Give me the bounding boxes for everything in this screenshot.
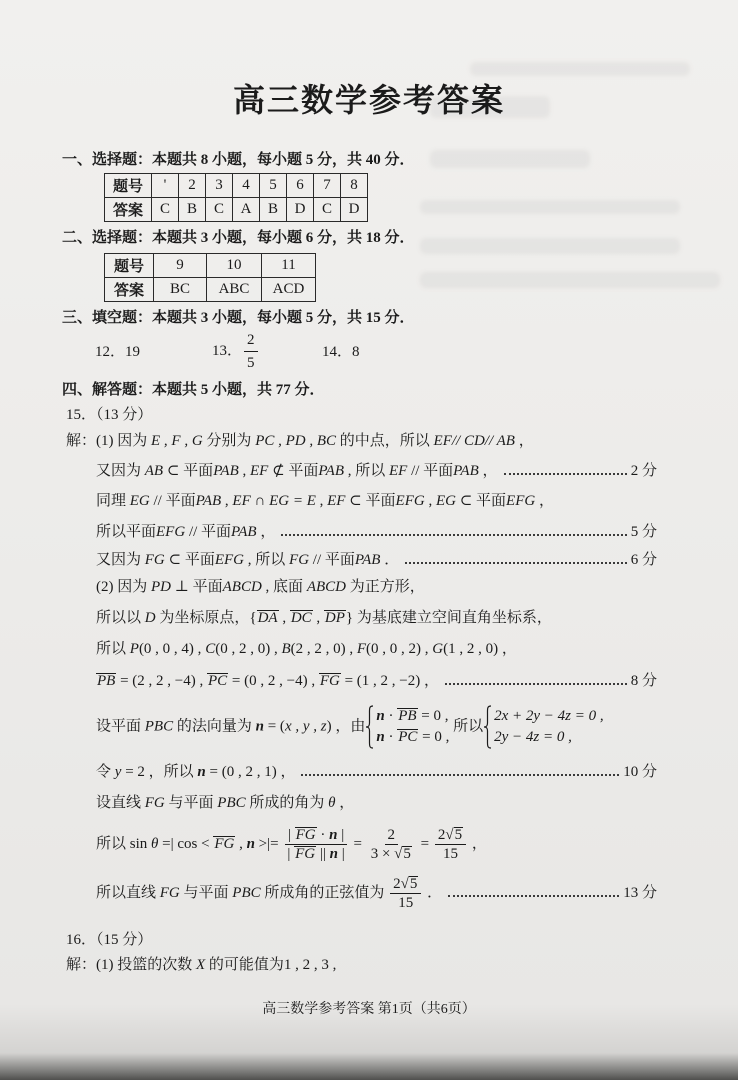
solution-text: 解：(1) 因为 xyxy=(66,433,151,449)
math-variable: EF xyxy=(389,463,408,479)
solution-text: ， xyxy=(535,493,554,509)
solution-text: , xyxy=(315,493,328,509)
equation-rows xyxy=(376,706,449,748)
fraction-numerator: 2 xyxy=(385,826,399,845)
equals-sign: = xyxy=(349,835,366,852)
solution-text: 为坐标原点，{ xyxy=(155,610,257,626)
section-heading-2: 二、选择题：本题共 3 小题，每小题 6 分，共 18 分． xyxy=(62,230,415,246)
solution-text: ， xyxy=(335,795,355,811)
solution-text: 平面 xyxy=(183,463,214,479)
show-through-shadow xyxy=(420,272,720,288)
answer-cell: ACD xyxy=(262,278,316,302)
solution-text: 平面 xyxy=(365,493,396,509)
vector-notation: FG xyxy=(295,827,316,843)
vector-notation: DA xyxy=(257,610,278,626)
solution-text: 解：(1) 投篮的次数 xyxy=(66,957,196,973)
fill-answer-13 xyxy=(212,329,260,374)
math-variable: EG xyxy=(129,493,150,509)
equals-sign: = xyxy=(416,835,433,852)
math-variable: PBC xyxy=(144,718,174,735)
solution-text: , xyxy=(238,463,250,479)
math-variable: EFG xyxy=(395,493,425,509)
score-mark: 10 分 xyxy=(623,764,657,780)
question-number: ' xyxy=(152,174,179,198)
solution-text: 又因为 xyxy=(96,552,145,568)
normal-vector-symbol: n xyxy=(329,827,338,843)
solution-text: = (0 , 2 , −4) , xyxy=(228,673,319,689)
solution-text: · xyxy=(384,729,398,745)
solution-text: | xyxy=(287,846,295,862)
normal-vector-symbol: n xyxy=(329,846,338,862)
q15-line-4 xyxy=(96,522,657,542)
question-number: 7 xyxy=(314,174,341,198)
math-variable: ABCD xyxy=(306,579,346,595)
fraction-denominator: 15 xyxy=(442,846,458,862)
solution-text: , xyxy=(312,610,324,626)
math-variable: F xyxy=(356,641,367,657)
q15-line-1 xyxy=(66,431,534,451)
radicand: 5 xyxy=(454,827,463,843)
solution-text: | xyxy=(337,846,345,862)
equation-row xyxy=(376,706,449,727)
solution-text: , xyxy=(278,610,290,626)
q15-line-7 xyxy=(96,608,552,628)
solution-text: ) ，由 xyxy=(326,718,366,735)
solution-text: // 平面 xyxy=(309,552,355,568)
solution-text: (0 , 0 , 4) , xyxy=(138,641,206,657)
solution-text: (0 , 2 , 0) , xyxy=(215,641,282,657)
math-variable: EG ⊂ xyxy=(435,493,477,509)
question-15-header: 15．（13 分） xyxy=(66,407,153,423)
fraction xyxy=(435,826,466,863)
solution-text: // 平面 xyxy=(149,493,196,509)
solution-text: , xyxy=(424,493,436,509)
solution-text: 与平面 xyxy=(179,884,233,901)
solution-text: 所以 xyxy=(449,718,484,735)
q15-line-6 xyxy=(96,577,425,597)
answer-cell: C xyxy=(314,198,341,222)
solution-text: 平面 xyxy=(288,463,319,479)
question-number: 5 xyxy=(260,174,287,198)
math-variable: θ xyxy=(151,835,159,852)
show-through-shadow xyxy=(470,62,690,76)
q15-line-9 xyxy=(96,671,657,691)
answer-cell: D xyxy=(341,198,368,222)
fraction-numerator: 2 xyxy=(244,329,258,352)
q15-line-5 xyxy=(96,550,657,570)
section-heading-3: 三、填空题：本题共 3 小题，每小题 5 分，共 15 分． xyxy=(62,310,415,326)
solution-text: = ( xyxy=(263,718,285,735)
fraction-numerator xyxy=(390,875,421,894)
solution-text: , 所以 xyxy=(244,552,290,568)
solution-text: 设平面 xyxy=(96,718,145,735)
solution-text: 的中点，所以 xyxy=(336,433,434,449)
solution-text: 所以直线 xyxy=(96,884,160,901)
equation-row: 2y − 4z = 0 , xyxy=(494,729,572,745)
solution-text: 所成的角为 xyxy=(245,795,329,811)
math-variable: B xyxy=(281,641,291,657)
vector-notation: DC xyxy=(290,610,312,626)
solution-text: 设直线 xyxy=(96,795,145,811)
math-variable: EF ∩ EG = E xyxy=(232,493,316,509)
q15-line-11 xyxy=(96,762,657,782)
vector-notation: DP xyxy=(324,610,345,626)
equation-row xyxy=(376,727,449,748)
solution-text: // 平面 xyxy=(185,524,232,540)
answer-cell: ABC xyxy=(207,278,262,302)
solution-text: 所以 xyxy=(96,641,130,657)
solution-text: (2 , 2 , 0) , xyxy=(290,641,357,657)
vector-notation: PC xyxy=(398,729,418,745)
score-mark: 6 分 xyxy=(630,552,657,568)
q15-line-10 xyxy=(96,705,604,749)
question-number: 11 xyxy=(262,254,316,278)
solution-text: 3 × √ xyxy=(370,846,403,862)
row-label: 答案 xyxy=(105,198,152,222)
fill-answer-12 xyxy=(95,342,140,362)
solution-text: 又因为 xyxy=(96,463,145,479)
math-variable: EF// CD// AB xyxy=(433,433,515,449)
math-variable: PAB xyxy=(231,524,257,540)
line-content xyxy=(96,875,442,912)
solution-text: // 平面 xyxy=(407,463,454,479)
solution-text: 平面 xyxy=(192,579,223,595)
item-answer: 8 xyxy=(352,344,360,360)
solution-text: ． xyxy=(423,884,443,901)
choice-answer-table-2 xyxy=(104,253,316,302)
vector-notation: FG xyxy=(319,673,340,689)
answer-row xyxy=(105,198,368,222)
item-number: 12． xyxy=(95,344,126,360)
solution-text: · xyxy=(384,708,398,724)
page-footer: 高三数学参考答案 第1页（共6页） xyxy=(262,1002,476,1017)
solution-text: } 为基底建立空间直角坐标系， xyxy=(345,610,552,626)
show-through-shadow xyxy=(420,200,680,214)
math-variable: PAB xyxy=(354,552,381,568)
math-variable: AB ⊂ xyxy=(144,463,184,479)
solution-text: >|= xyxy=(254,835,283,852)
score-mark: 2 分 xyxy=(630,463,657,479)
solution-text: | xyxy=(287,827,295,843)
line-content xyxy=(96,671,439,691)
q15-line-8 xyxy=(96,639,517,659)
solution-text: 令 xyxy=(96,764,115,780)
normal-vector-symbol: n xyxy=(376,729,385,745)
math-variable: FG ⊂ xyxy=(144,552,185,568)
fraction-denominator xyxy=(368,845,415,863)
left-brace xyxy=(365,705,374,749)
question-number-row xyxy=(105,254,316,278)
solution-text: 同理 xyxy=(96,493,130,509)
left-brace xyxy=(483,705,492,749)
answer-cell: C xyxy=(206,198,233,222)
fraction-denominator xyxy=(284,845,347,863)
solution-text: = (1 , 2 , −2) ， xyxy=(340,673,440,689)
solution-text: · xyxy=(316,827,330,843)
math-variable: D xyxy=(144,610,156,626)
math-variable: PAB xyxy=(318,463,344,479)
vector-notation: FG xyxy=(214,835,235,852)
q16-line-1 xyxy=(66,955,336,975)
solution-text: || xyxy=(316,846,330,862)
math-variable: E , F , G xyxy=(151,433,203,449)
math-variable: G xyxy=(432,641,444,657)
score-mark: 8 分 xyxy=(630,673,657,689)
math-variable: EF ⊂ xyxy=(327,493,366,509)
math-variable: FG xyxy=(159,884,180,901)
item-answer: 19 xyxy=(125,344,141,360)
solution-text: 分别为 xyxy=(202,433,256,449)
dot-leader xyxy=(448,895,619,897)
page-title: 高三数学参考答案 xyxy=(232,82,505,118)
math-variable: PAB xyxy=(195,493,222,509)
fraction-numerator xyxy=(435,826,466,845)
q15-line-13 xyxy=(96,826,487,863)
math-variable: PAB xyxy=(453,463,479,479)
row-label: 答案 xyxy=(105,278,154,302)
solution-text: (0 , 0 , 2) , xyxy=(366,641,433,657)
choice-answer-table-1 xyxy=(104,173,368,222)
line-content xyxy=(96,762,295,782)
solution-text: = 0 , xyxy=(418,729,450,745)
q15-line-12 xyxy=(96,793,354,813)
math-variable: X xyxy=(196,957,206,973)
radicand: 5 xyxy=(409,875,418,892)
answer-cell: A xyxy=(233,198,260,222)
math-variable: PD ⊥ xyxy=(151,579,193,595)
answer-cell: C xyxy=(152,198,179,222)
question-16-header: 16．（15 分） xyxy=(66,932,153,948)
solution-text: 与平面 xyxy=(164,795,218,811)
answer-cell: B xyxy=(260,198,287,222)
solution-text: 的可能值为1 , 2 , 3 , xyxy=(205,957,337,973)
fraction-denominator: 15 xyxy=(398,894,414,911)
math-variable: x , y , z xyxy=(284,718,327,735)
score-mark: 13 分 xyxy=(623,885,657,901)
math-variable: ABCD xyxy=(222,579,262,595)
fraction xyxy=(390,875,421,912)
solution-text: (1 , 2 , 0) ， xyxy=(443,641,517,657)
solution-text: 所以以 xyxy=(96,610,145,626)
math-variable: y xyxy=(114,764,122,780)
vector-notation: PB xyxy=(97,673,116,689)
dot-leader xyxy=(445,683,627,685)
question-number-row xyxy=(105,174,368,198)
fraction-numerator xyxy=(285,826,347,845)
solution-text: 的法向量为 xyxy=(173,718,256,735)
math-variable: EF ⊄ xyxy=(250,463,289,479)
solution-text: = 0 , xyxy=(417,708,449,724)
q15-line-14 xyxy=(96,873,657,913)
show-through-shadow xyxy=(430,150,590,168)
solution-text: , 底面 xyxy=(261,579,307,595)
score-mark: 5 分 xyxy=(630,524,657,540)
solution-text: 平面 xyxy=(476,493,507,509)
equation-system-1 xyxy=(365,705,449,749)
fraction xyxy=(368,826,415,863)
row-label: 题号 xyxy=(105,174,152,198)
solution-text: ， xyxy=(468,835,487,852)
question-number: 3 xyxy=(206,174,233,198)
show-through-shadow xyxy=(420,238,680,254)
fraction xyxy=(284,826,347,863)
fill-answer-14 xyxy=(322,342,360,362)
solution-text: = (0 , 2 , 1) ， xyxy=(205,764,296,780)
solution-text: 2√ xyxy=(393,875,409,892)
solution-text: 2√ xyxy=(437,827,454,843)
solution-text: | xyxy=(337,827,345,843)
math-variable: PC , PD , BC xyxy=(255,433,337,449)
question-number: 6 xyxy=(287,174,314,198)
answer-row xyxy=(105,278,316,302)
math-variable: PBC xyxy=(232,884,261,901)
question-number: 4 xyxy=(233,174,260,198)
solution-text: , 所以 xyxy=(343,463,389,479)
solution-text: (2) 因为 xyxy=(96,579,151,595)
math-variable: EFG xyxy=(156,524,186,540)
normal-vector-symbol: n xyxy=(255,718,264,735)
dot-leader xyxy=(301,774,619,776)
answer-cell: BC xyxy=(154,278,207,302)
equation-row: 2x + 2y − 4z = 0 , xyxy=(494,708,604,724)
math-variable: C xyxy=(205,641,216,657)
fraction xyxy=(244,329,258,374)
solution-text: 所以平面 xyxy=(96,524,157,540)
fraction-denominator: 5 xyxy=(247,355,255,371)
row-label: 题号 xyxy=(105,254,154,278)
question-number: 9 xyxy=(154,254,207,278)
math-variable: EFG xyxy=(214,552,245,568)
solution-text: ， xyxy=(478,463,498,479)
solution-text: 为正方形， xyxy=(345,579,425,595)
question-number: 10 xyxy=(207,254,262,278)
answer-cell: D xyxy=(287,198,314,222)
solution-text: ． xyxy=(380,552,400,568)
math-variable: EFG xyxy=(506,493,536,509)
vector-notation: FG xyxy=(295,846,316,862)
solution-text: 所成角的正弦值为 xyxy=(260,884,389,901)
dot-leader xyxy=(405,562,627,564)
math-variable: PBC xyxy=(217,795,246,811)
answer-cell: B xyxy=(179,198,206,222)
dot-leader xyxy=(504,473,627,475)
solution-text: 平面 xyxy=(184,552,215,568)
math-variable: FG xyxy=(144,795,165,811)
equation-rows xyxy=(494,706,604,748)
line-content xyxy=(96,522,275,542)
normal-vector-symbol: n xyxy=(246,835,255,852)
vector-notation: PB xyxy=(398,708,417,724)
solution-text: = (2 , 2 , −4) , xyxy=(116,673,207,689)
question-number: 2 xyxy=(179,174,206,198)
normal-vector-symbol: n xyxy=(197,764,206,780)
solution-text: , xyxy=(235,835,247,852)
q15-line-3 xyxy=(96,491,554,511)
solution-text: =| cos < xyxy=(158,835,214,852)
question-number: 8 xyxy=(341,174,368,198)
line-content xyxy=(96,461,498,481)
math-variable: FG xyxy=(289,552,310,568)
radicand: 5 xyxy=(403,846,411,862)
solution-text: ， xyxy=(514,433,534,449)
equation-system-2 xyxy=(483,705,604,749)
section-heading-4: 四、解答题：本题共 5 小题，共 77 分． xyxy=(62,382,325,398)
q15-line-2 xyxy=(96,461,657,481)
dot-leader xyxy=(281,534,626,536)
math-variable: PAB xyxy=(213,463,239,479)
solution-text: = 2 ，所以 xyxy=(121,764,198,780)
solution-text: , xyxy=(221,493,233,509)
normal-vector-symbol: n xyxy=(376,708,385,724)
math-variable: P xyxy=(129,641,139,657)
vector-notation: PC xyxy=(208,673,228,689)
solution-text: 所以 sin xyxy=(96,835,152,852)
section-heading-1: 一、选择题：本题共 8 小题，每小题 5 分，共 40 分． xyxy=(62,152,415,168)
math-variable: θ xyxy=(328,795,336,811)
item-number: 13． xyxy=(212,342,243,359)
item-number: 14． xyxy=(322,344,353,360)
line-content xyxy=(96,550,399,570)
solution-text: ， xyxy=(256,524,276,540)
